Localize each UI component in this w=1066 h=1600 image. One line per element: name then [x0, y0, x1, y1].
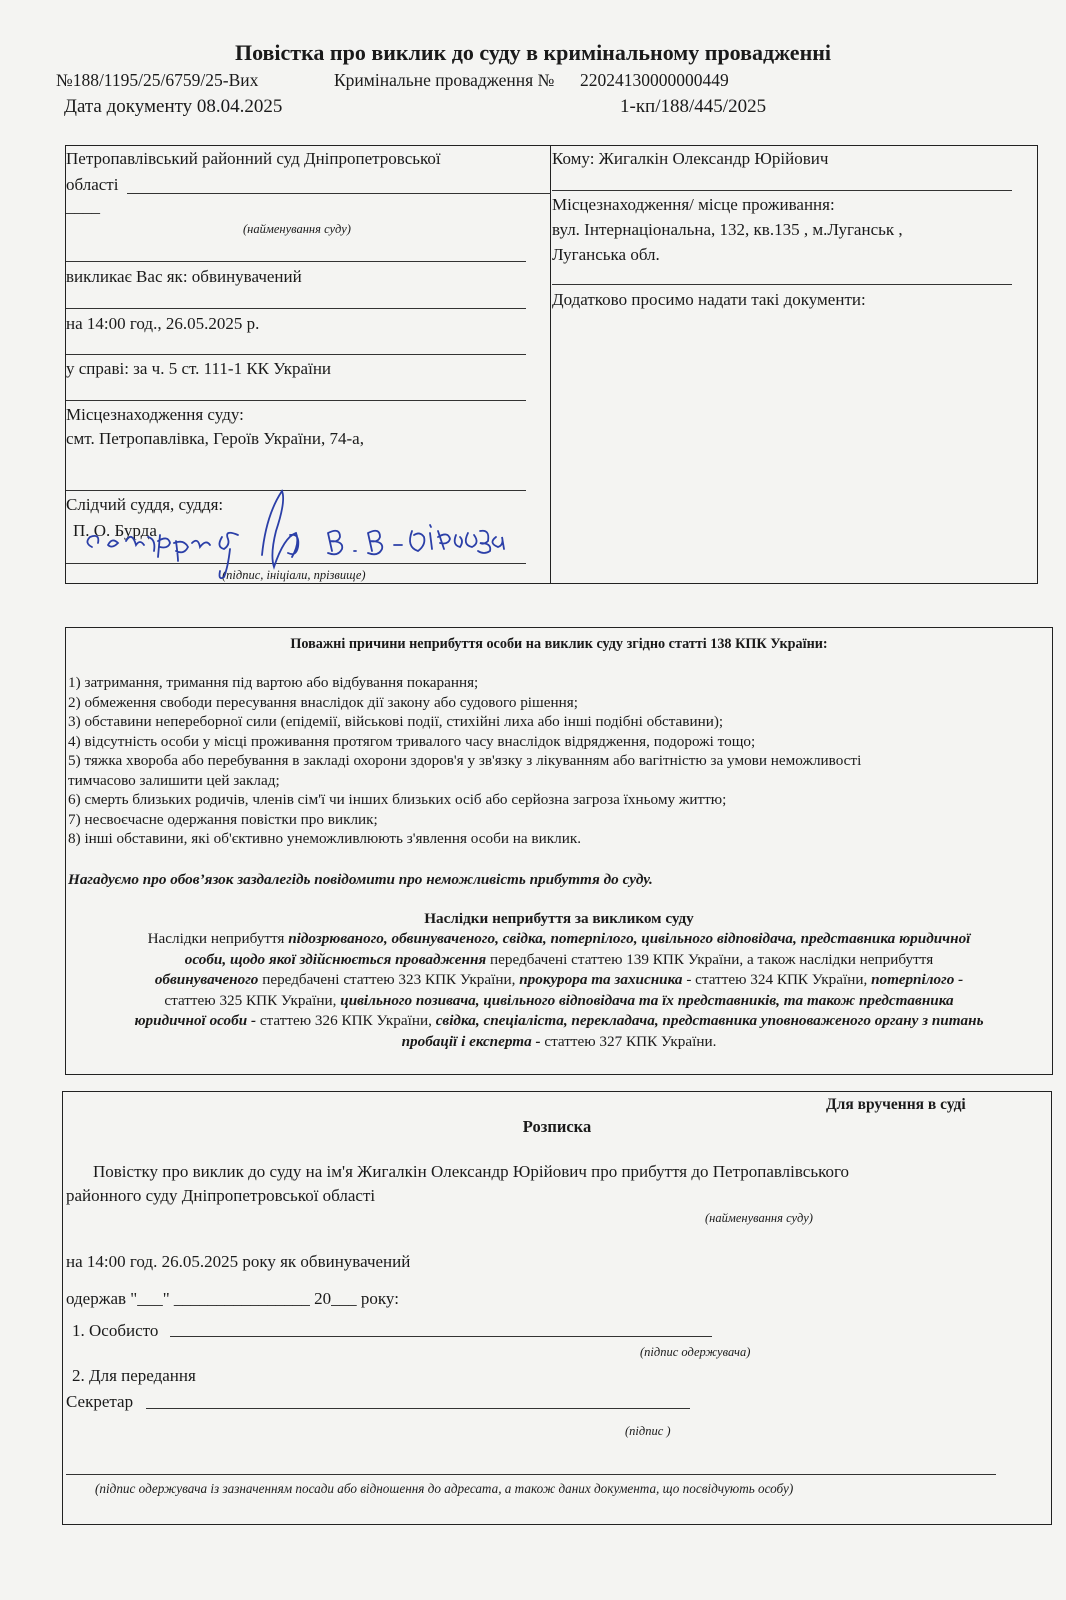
court-name-underline — [127, 193, 551, 194]
list-item: 7) несвоєчасне одержання повістки про виклик; — [68, 810, 378, 828]
document-title: Повістка про виклик до суду в кримінальному провадженні — [234, 40, 832, 65]
receipt-line1: Повістку про виклик до суду на ім'я Жигалкін Олександр Юрійович про прибуття до Петропавлівського — [93, 1162, 850, 1181]
receipt-court-caption: (найменування суду) — [705, 1211, 813, 1225]
receipt-footer-line — [66, 1474, 996, 1475]
receipt-received: одержав "___" ________________ 20___ року: — [66, 1289, 399, 1308]
rule-r2 — [552, 284, 1012, 285]
document-date: Дата документу 08.04.2025 — [64, 96, 283, 117]
address-line2: Луганська обл. — [552, 245, 660, 264]
column-divider — [550, 145, 551, 584]
consequences-heading: Наслідки неприбуття за викликом суду — [424, 910, 694, 927]
list-item: 8) інші обставини, які об'єктивно унеможливлюють з'явлення особи на виклик. — [68, 830, 581, 847]
handwritten-signature-icon — [82, 485, 512, 585]
court-location-label: Місцезнаходження суду: — [66, 405, 244, 424]
receipt-secretary: Секретар — [66, 1392, 134, 1411]
list-item: 1) затримання, тримання під вартою або відбування покарання; — [68, 674, 479, 691]
signature-caption: (підпис, ініціали, прізвище) — [222, 568, 366, 582]
court-name-caption: (найменування суду) — [243, 222, 351, 236]
rule-1 — [66, 261, 526, 262]
rule-4 — [66, 400, 526, 401]
receipt-time: на 14:00 год. 26.05.2025 року як обвинувачений — [66, 1252, 411, 1271]
documents-label: Додатково просимо надати такі документи: — [552, 290, 866, 309]
hearing-time: на 14:00 год., 26.05.2025 р. — [66, 314, 260, 333]
court-case-number: 1-кп/188/445/2025 — [620, 96, 767, 117]
list-item: 6) смерть близьких родичів, членів сім'ї чи інших близьких осіб або серйозна загроза їхньому життю; — [68, 791, 727, 808]
case-article: у справі: за ч. 5 ст. 111-1 КК України — [66, 359, 332, 378]
list-item: 5) тяжка хвороба або перебування в закладі охорони здоров'я у зв'язку з лікуванням або вагітністю за умови неможливості — [68, 752, 862, 769]
court-name-trail: ____ — [66, 197, 100, 216]
case-number: 22024130000000449 — [580, 70, 729, 90]
court-name-line1: Петропавлівський районний суд Дніпропетровської — [66, 149, 441, 168]
summoned-as: викликає Вас як: обвинувачений — [66, 267, 302, 286]
secretary-signature-line — [146, 1408, 690, 1409]
outgoing-number: №188/1195/25/6759/25-Вих — [56, 70, 259, 90]
reminder: Нагадуємо про обов’язок заздалегідь повідомити про неможливість прибуття до суду. — [68, 871, 653, 888]
rule-2 — [66, 308, 526, 309]
recipient-signature-caption: (підпис одержувача) — [640, 1345, 751, 1359]
receipt-personally: 1. Особисто — [72, 1321, 159, 1340]
judge-name: П. О. Бурда — [73, 521, 157, 540]
receipt-title: Розписка — [522, 1117, 592, 1136]
address-line1: вул. Інтернаціональна, 132, кв.135 , м.Луганськ , — [552, 220, 903, 239]
court-name-line2: області — [66, 175, 119, 194]
list-item: 3) обставини непереборної сили (епідемії, військові події, стихійні лиха або інші подібні обставини); — [68, 713, 724, 730]
receipt-corner-label: Для вручення в суді — [826, 1096, 966, 1113]
receipt-for-transfer: 2. Для передання — [72, 1366, 196, 1385]
judge-label: Слідчий суддя, суддя: — [66, 495, 224, 514]
list-item: 2) обмеження свободи пересування внаслідок дії закону або судового рішення; — [68, 693, 578, 711]
receipt-line2: районного суду Дніпропетровської області — [66, 1186, 376, 1205]
list-item: 4) відсутність особи у місці проживання протягом тривалого часу внаслідок відрядження, подорожі тощо; — [68, 732, 756, 750]
personally-signature-line — [170, 1336, 712, 1337]
rule-3 — [66, 354, 526, 355]
court-location-value: смт. Петропавлівка, Героїв України, 74-а, — [66, 429, 364, 448]
address-label: Місцезнаходження/ місце проживання: — [552, 195, 835, 214]
reasons-heading: Поважні причини неприбуття особи на виклик суду згідно статті 138 КПК України: — [290, 636, 828, 652]
consequences-text: Наслідки неприбуття підозрюваного, обвинуваченого, свідка, потерпілого, цивільного відповідача, представника юридичної особи, щодо якої здійснюється провадження передбачені статтею 139 КПК України, а також наслідки неприбуття обвинуваченого передбачені статтею 323 КПК України, прокурора та захисника - статтею 324 КПК України, потерпілого - статтею 325 КПК України, цивільного позивача, цивільного відповідача та їх представників, та також представника юридичної особи - статтею 326 КПК України, свідка, спеціаліста, перекладача, представника уповноваженого органу з питань пробації і експерта - статтею 327 КПК України. — [134, 930, 984, 1050]
list-item: тимчасово залишити цей заклад; — [68, 771, 280, 789]
rule-r1 — [552, 190, 1012, 191]
recipient: Кому: Жигалкін Олександр Юрійович — [552, 149, 829, 168]
receipt-footer-caption: (підпис одержувача із зазначенням посади або відношення до адресата, а також даних документа, що посвідчують особу) — [95, 1481, 794, 1496]
reasons-list — [68, 673, 861, 849]
secretary-sign-caption: (підпис ) — [625, 1424, 671, 1438]
case-number-label: Кримінальне провадження № — [334, 70, 555, 90]
